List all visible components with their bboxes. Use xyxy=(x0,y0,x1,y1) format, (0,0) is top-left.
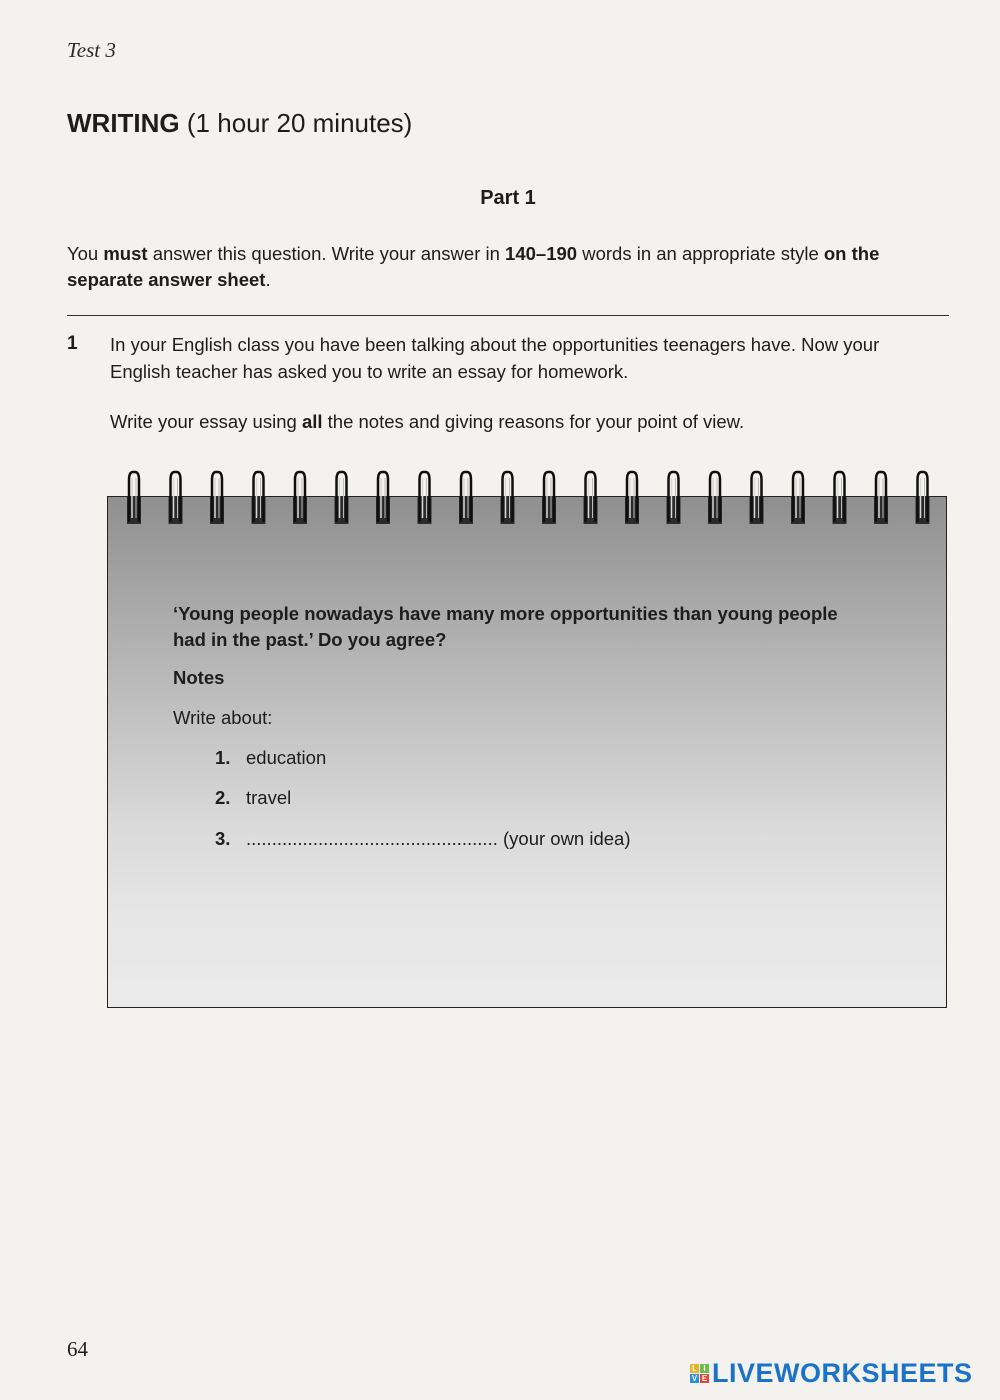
section-title-bold: WRITING xyxy=(67,108,180,138)
logo-tile: L xyxy=(690,1364,699,1373)
divider-rule xyxy=(67,315,949,316)
part-heading: Part 1 xyxy=(480,187,536,209)
instr-bold-wordcount: 140–190 xyxy=(505,243,578,264)
spiral-binding xyxy=(120,466,940,528)
spiral-ring xyxy=(667,472,681,524)
direction-pre: Write your essay using xyxy=(110,411,302,432)
spiral-ring xyxy=(833,472,847,524)
note-item-text: education xyxy=(246,747,327,768)
question-direction xyxy=(110,411,744,433)
note-item-number: 2. xyxy=(215,787,231,808)
liveworksheets-watermark[interactable] xyxy=(690,1357,973,1389)
question-text: In your English class you have been talking about the opportunities teenagers have. Now your English teacher has asked you to write an essay for homework. xyxy=(110,334,880,382)
instructions xyxy=(67,241,947,293)
note-item-text: ................................................. (your own idea) xyxy=(246,828,631,849)
logo-tile: E xyxy=(701,1373,708,1383)
spiral-ring xyxy=(501,472,515,524)
spiral-ring xyxy=(252,472,266,524)
instr-text-3: words in an appropriate style xyxy=(577,243,824,264)
instr-text-1: You xyxy=(67,243,104,264)
spiral-ring xyxy=(210,472,224,524)
instr-bold-must: must xyxy=(103,243,148,264)
notes-label: Notes xyxy=(173,667,225,688)
spiral-ring xyxy=(542,472,556,524)
note-item-text: travel xyxy=(246,787,292,808)
spiral-ring xyxy=(293,472,307,524)
logo-tile: I xyxy=(700,1364,709,1373)
spiral-ring xyxy=(335,472,349,524)
spiral-ring xyxy=(791,472,805,524)
running-head: Test 3 xyxy=(67,38,116,62)
spiral-ring xyxy=(874,472,888,524)
note-item-number: 3. xyxy=(215,828,231,849)
spiral-ring xyxy=(376,472,390,524)
note-item xyxy=(215,747,326,769)
direction-bold: all xyxy=(301,411,323,432)
instr-text-2: answer this question. Write your answer in xyxy=(147,243,506,264)
question-number: 1 xyxy=(67,333,78,354)
instr-text-4: . xyxy=(265,269,271,290)
spiral-ring xyxy=(625,472,639,524)
section-duration: (1 hour 20 minutes) xyxy=(186,108,413,138)
note-item xyxy=(215,787,291,809)
note-item-number: 1. xyxy=(215,747,231,768)
spiral-ring xyxy=(916,472,930,524)
instr-bold-answer-sheet: on the separate answer sheet xyxy=(67,243,880,290)
direction-post: the notes and giving reasons for your point of view. xyxy=(322,411,745,432)
essay-prompt: ‘Young people nowadays have many more opportunities than young people had in the past.’ Do you agree? xyxy=(173,603,838,650)
note-item xyxy=(215,828,631,850)
logo-tile: V xyxy=(691,1373,698,1383)
section-title xyxy=(67,108,412,139)
spiral-ring xyxy=(459,472,473,524)
spiral-ring xyxy=(418,472,432,524)
write-about-label: Write about: xyxy=(173,707,273,728)
watermark-text: LIVEWORKSHEETS xyxy=(712,1357,973,1388)
page-number: 64 xyxy=(67,1337,88,1361)
spiral-ring xyxy=(708,472,722,524)
spiral-ring xyxy=(169,472,183,524)
spiral-ring xyxy=(584,472,598,524)
spiral-ring xyxy=(127,472,141,524)
spiral-ring xyxy=(750,472,764,524)
liveworksheets-logo-icon xyxy=(690,1364,709,1383)
